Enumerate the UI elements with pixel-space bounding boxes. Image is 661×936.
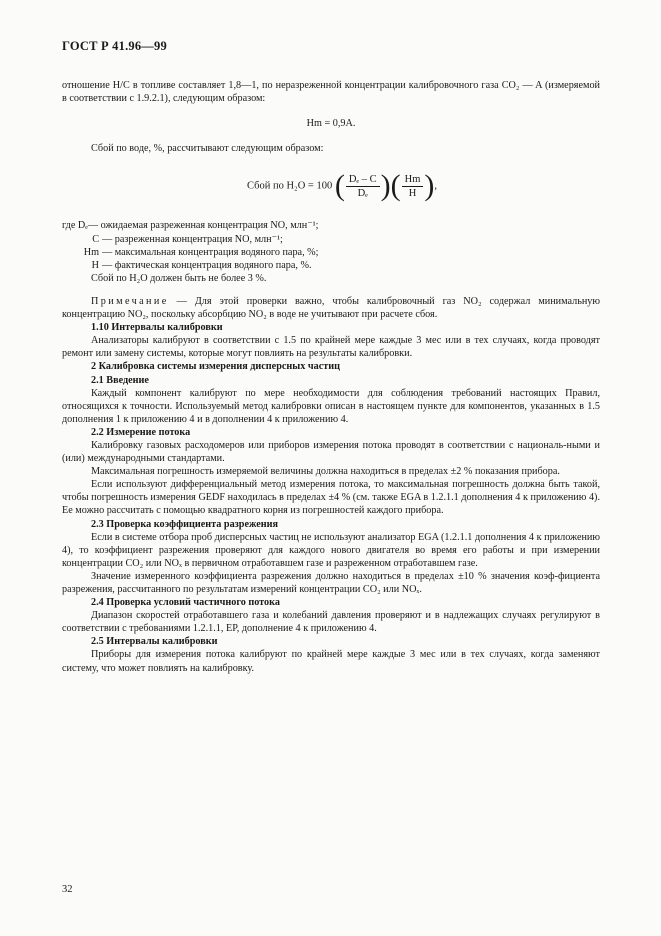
definition-row <box>62 219 600 232</box>
fraction-2-den: H <box>408 187 417 199</box>
section-2-3-title: 2.3 Проверка коэффициента разрежения <box>91 518 278 530</box>
section-2-2-text-c: Если используют дифференциальный метод измерения потока, то максимальная погрешность должна быть такой, чтобы погрешность измерения GEDF находилась в пределах ±4 % (см. также EGA в 1.2.1.1 дополнения 4 к приложению 4). Ее можно рассчитать с помощью квадратного корня из погрешностей каждого прибора. <box>62 479 600 517</box>
def-lhs: Hm <box>83 246 99 258</box>
formula-hm: Hm = 0,9A. <box>306 118 356 130</box>
section-2-2-title: 2.2 Измерение потока <box>91 426 191 438</box>
section-2-3-text-a: Если в системе отбора проб дисперсных частиц не используют анализатор EGA (1.2.1.1 дополнения 4 к приложению 4), то коэффициент разрежения проверяют для каждого нового двигателя во время его работы и при измерении концентрации CO₂ или NOₓ в первичном отработавшем газе и разреженном отработавшем газе. <box>62 531 600 569</box>
definition-row <box>62 233 600 246</box>
section-2-5-text: Приборы для измерения потока калибруют по крайней мере каждые 3 мес или в тех случаях, когда заменяют систему, что может повлиять на калибровку. <box>62 649 600 674</box>
def-rhs: — фактическая концентрация водяного пара, %. <box>102 259 312 271</box>
fraction-1-den: Dₑ <box>357 187 368 199</box>
section-2-title: 2 Калибровка системы измерения дисперсных частиц <box>91 361 340 373</box>
def-lhs: C <box>92 233 99 245</box>
def-rhs: — ожидаемая разреженная концентрация NO, млн⁻¹; <box>87 220 319 232</box>
section-1-10-text: Анализаторы калибруют в соответствии с 1.5 по крайней мере каждые 3 мес или в тех случаях, когда проводят ремонт или замену системы, которые могут повлиять на результаты калибровки. <box>62 335 600 360</box>
section-2-4-text: Диапазон скоростей отработавшего газа и колебаний давления проверяют и в надлежащих случаях регулируют в соответствии с требованиями 1.2.1.1, EP, дополнение 4 к приложению 4. <box>62 610 600 635</box>
note-text: — Для этой проверки важно, чтобы калибровочный газ NO₂ содержал минимальную концентрацию NO₂, поскольку абсорбцию NO₂ в воде не учитывают при расчете сбоя. <box>62 295 600 321</box>
formula-left: Сбой по H₂O = 100 <box>247 180 333 192</box>
fraction-2 <box>402 173 424 200</box>
paragraph-water-fault: Сбой по воде, %, рассчитывают следующим образом: <box>91 143 324 155</box>
def-rhs: — максимальная концентрация водяного пара, %; <box>102 246 319 258</box>
fraction-1 <box>346 173 380 200</box>
note <box>62 295 600 321</box>
def-lhs: где Dₑ <box>62 220 88 232</box>
fraction-1-num: Dₑ – C <box>346 173 380 187</box>
section-2-2-text-b: Максимальная погрешность измеряемой величины должна находиться в пределах ±2 % показания прибора. <box>91 466 560 478</box>
section-2-2-text-a: Калибровку газовых расходомеров или приборов измерения потока проводят в соответствии с националь-ными и (или) международными стандартами. <box>62 439 600 465</box>
page-number: 32 <box>62 884 73 895</box>
section-2-4-title: 2.4 Проверка условий частичного потока <box>91 597 280 609</box>
formula-water-fault: Сбой по H₂O = 100 ( $\frac{\text{Dₑ – C}}{\text{Dₑ}}$ )( $\frac{Hm}{H}$ ), <box>247 169 437 203</box>
definition-row <box>62 259 600 272</box>
section-2-1-text: Каждый компонент калибруют по мере необходимости для соблюдения требований настоящих Правил, относящихся к точности. Используемый метод калибровки описан в настоящем пункте для компонентов, указанных в 1.5 дополнения 1 к приложению 4 и в дополнении 4 к приложению 4. <box>62 387 600 425</box>
document-header: ГОСТ Р 41.96—99 <box>62 39 167 53</box>
section-2-1-title: 2.1 Введение <box>91 374 149 386</box>
def-rhs: — разреженная концентрация NO, млн⁻¹; <box>102 233 283 245</box>
section-2-5-title: 2.5 Интервалы калибровки <box>91 636 218 648</box>
fraction-2-num: Hm <box>402 173 424 187</box>
section-2-3-text-b: Значение измеренного коэффициента разрежения должно находиться в пределах ±10 % значения коэф-фициента разрежения, рассчитанного по результатам измерений концентрации CO₂ или NOₓ. <box>62 570 600 595</box>
paragraph-hc-ratio: отношение H/C в топливе составляет 1,8—1, по неразреженной концентрации калибровочного газа CO₂ — A (измеряемой в соответствии с 1.9.2.1), следующим образом: <box>62 80 600 105</box>
paragraph-limit: Сбой по H₂O должен быть не более 3 %. <box>91 272 267 284</box>
definition-row <box>62 246 600 259</box>
document-page <box>62 40 600 675</box>
definitions-list <box>62 219 600 271</box>
note-label: Примечание <box>91 295 169 307</box>
def-lhs: H <box>91 259 99 271</box>
section-1-10-title: 1.10 Интервалы калибровки <box>91 322 223 334</box>
